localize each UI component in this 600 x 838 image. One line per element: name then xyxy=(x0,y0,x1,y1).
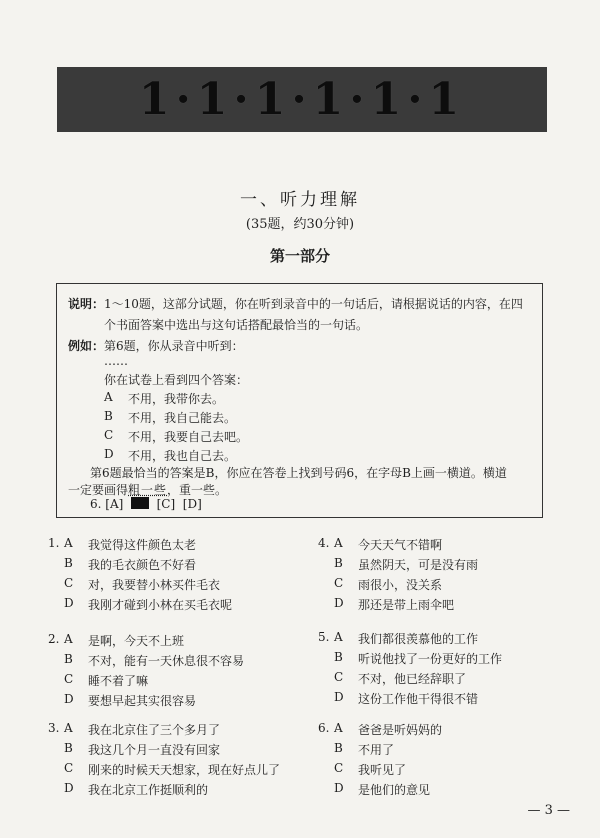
example-option-d: D 不用，我也自己去。 xyxy=(104,447,237,463)
question-6: 6. A 爸爸是听妈妈的 B 不用了 C 我听见了 D 是他们的意见 xyxy=(318,721,443,797)
filled-answer-b xyxy=(131,497,149,509)
example-option-c: C 不用，我要自己去吧。 xyxy=(104,428,249,444)
question-5: 5. A 我们都很羡慕他的工作 B 听说他找了一份更好的工作 C 不对，他已经辞职了 D 这份工作他干得很不错 xyxy=(318,630,503,706)
instructions-line-1: 说明：1～10题，这部分试题，你在听到录音中的一句话后，请根据说话的内容，在四 xyxy=(68,297,523,311)
question-3: 3. A 我在北京住了三个多月了 B 我这几个月一直没有回家 C 刚来的时候天天想家，现在好点儿了 D 我在北京工作挺顺利的 xyxy=(48,721,281,797)
question-2: 2. A 是啊，今天不上班 B 不对，能有一天休息很不容易 C 睡不着了嘛 D 要想早起其实很容易 xyxy=(48,632,245,708)
explanation-line-1: 第6题最恰当的答案是B，你应在答卷上找到号码6，在字母B上画一横道。横道 xyxy=(90,466,507,480)
section-subtitle: (35题，约30分钟) xyxy=(245,217,355,232)
question-4: 4. A 今天天气不错啊 B 虽然阴天，可是没有雨 C 雨很小，没关系 D 那还是带上雨伞吧 xyxy=(318,536,479,612)
explanation-line-2: 一定要画得粗一些，重一些。 xyxy=(68,483,228,497)
section-title: 一、听力理解 xyxy=(240,190,360,210)
instructions-line-2: 个书面答案中选出与这句话搭配最恰当的一句话。 xyxy=(104,318,369,332)
banner-text: 1·1·1·1·1·1 xyxy=(138,74,466,125)
chapter-banner xyxy=(57,67,547,132)
example-line-2: 你在试卷上看到四个答案： xyxy=(104,373,249,387)
part-heading: 第一部分 xyxy=(269,247,330,265)
answer-sample: 6. [A] [C] [D] xyxy=(90,497,202,511)
example-line-1: 例如：第6题，你从录音中听到： xyxy=(68,339,244,353)
question-1: 1. A 我觉得这件颜色太老 B 我的毛衣颜色不好看 C 对，我要替小林买件毛衣 D 我刚才碰到小林在买毛衣呢 xyxy=(48,536,233,612)
page-number: — 3 — xyxy=(527,803,570,818)
example-option-b: B 不用，我自己能去。 xyxy=(104,409,237,425)
example-option-a: A 不用，我带你去。 xyxy=(104,390,225,406)
example-ellipsis: …… xyxy=(104,354,128,368)
instructions-box xyxy=(56,283,543,518)
